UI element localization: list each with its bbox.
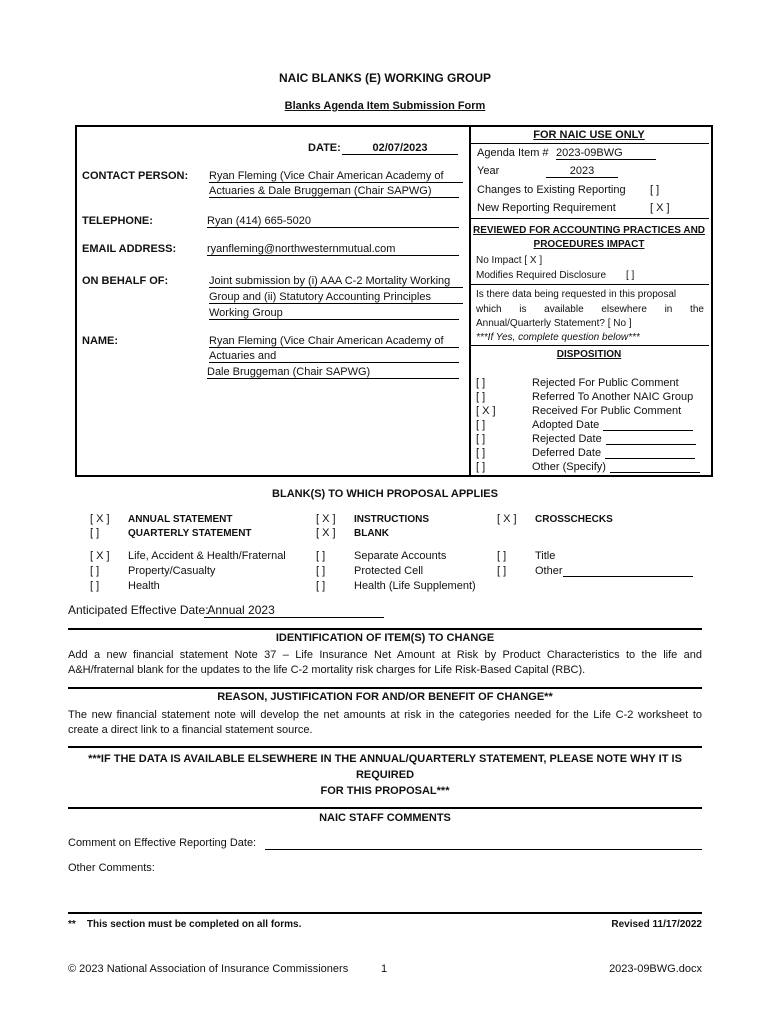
blank-checkbox[interactable]: [ ] — [316, 580, 326, 592]
blank-checkbox[interactable]: [ X ] — [90, 550, 110, 562]
blank-checkbox[interactable]: [ X ] — [316, 513, 336, 525]
effective-date-value[interactable] — [204, 603, 384, 618]
disposition-label: Adopted Date — [532, 419, 600, 431]
box-divider — [469, 127, 471, 475]
disposition-row — [476, 391, 693, 403]
name-line3[interactable]: Dale Bruggeman (Chair SAPWG) — [207, 366, 459, 379]
blanks-heading: BLANK(S) TO WHICH PROPOSAL APPLIES — [272, 488, 498, 500]
divider — [471, 218, 709, 219]
disposition-checkbox[interactable]: [ ] — [476, 447, 486, 459]
blank-option — [90, 527, 252, 539]
disposition-date-field[interactable] — [605, 447, 695, 459]
blank-checkbox[interactable]: [ ] — [497, 565, 507, 577]
blank-checkbox[interactable]: [ X ] — [497, 513, 517, 525]
disposition-date-field[interactable] — [610, 461, 700, 473]
staff-heading: NAIC STAFF COMMENTS — [319, 812, 451, 824]
naic-use-heading: FOR NAIC USE ONLY — [533, 129, 645, 141]
blank-label: Property/Casualty — [128, 565, 216, 577]
reason-line1: The new financial statement note will develop the net amounts at risk in the categories needed for the Life C-2 worksheet to — [68, 709, 702, 721]
telephone-value[interactable]: Ryan (414) 665-5020 — [207, 215, 459, 228]
email-value[interactable]: ryanfleming@northwesternmutual.com — [207, 243, 459, 256]
identification-text — [68, 648, 702, 678]
disposition-row — [476, 433, 696, 445]
email-label: EMAIL ADDRESS: — [82, 243, 177, 255]
footer-copyright: © 2023 National Association of Insurance Commissioners — [68, 963, 349, 975]
blank-label: QUARTERLY STATEMENT — [128, 528, 252, 539]
date-value[interactable]: 02/07/2023 — [342, 142, 458, 155]
name-line1[interactable]: Ryan Fleming (Vice Chair American Academy of — [209, 335, 459, 348]
blank-label: BLANK — [354, 528, 389, 539]
blank-option — [316, 565, 423, 577]
question-note: ***If Yes, complete question below*** — [476, 332, 640, 343]
reason-heading: REASON, JUSTIFICATION FOR AND/OR BENEFIT OF CHANGE** — [217, 691, 553, 703]
review-heading — [471, 224, 707, 252]
divider — [68, 807, 702, 809]
disposition-date-field[interactable] — [603, 419, 693, 431]
blank-label: ANNUAL STATEMENT — [128, 514, 233, 525]
blank-option — [316, 580, 476, 592]
disposition-label: Rejected Date — [532, 433, 602, 445]
question-word: which — [476, 304, 502, 315]
blank-option — [90, 550, 286, 562]
footnote-left: ** This section must be completed on all forms. — [68, 919, 302, 930]
elsewhere-line1: ***IF THE DATA IS AVAILABLE ELSEWHERE IN THE ANNUAL/QUARTERLY STATEMENT, PLEASE NOTE WHY IT IS REQUIRED — [88, 753, 682, 781]
blank-checkbox[interactable]: [ ] — [90, 565, 100, 577]
blank-checkbox[interactable]: [ ] — [316, 550, 326, 562]
question-line1: Is there data being requested in this proposal — [476, 289, 677, 300]
blank-checkbox[interactable]: [ ] — [316, 565, 326, 577]
contact-person-line1[interactable]: Ryan Fleming (Vice Chair American Academy of — [209, 170, 463, 183]
divider — [68, 687, 702, 689]
disposition-date-field[interactable] — [606, 433, 696, 445]
effective-date-text: Annual 2023 — [207, 603, 275, 617]
contact-person-line2[interactable]: Actuaries & Dale Bruggeman (Chair SAPWG) — [209, 185, 459, 198]
disposition-row — [476, 405, 681, 417]
identification-heading: IDENTIFICATION OF ITEM(S) TO CHANGE — [275, 632, 495, 644]
on-behalf-label: ON BEHALF OF: — [82, 275, 169, 287]
divider — [68, 628, 702, 630]
footer-page-number: 1 — [381, 963, 388, 975]
agenda-item-value[interactable]: 2023-09BWG — [556, 147, 656, 160]
name-label: NAME: — [82, 335, 119, 347]
blank-checkbox[interactable]: [ X ] — [316, 527, 336, 539]
comment-effective-field[interactable] — [265, 836, 702, 850]
blank-option — [90, 565, 215, 577]
other-field[interactable] — [563, 565, 693, 577]
blank-option — [316, 513, 429, 525]
year-label: Year — [477, 165, 500, 177]
new-requirement-checkbox[interactable]: [ X ] — [650, 202, 670, 214]
no-impact-checkbox[interactable]: No Impact [ X ] — [476, 255, 543, 266]
blank-label: Health (Life Supplement) — [354, 580, 476, 592]
blank-checkbox[interactable]: [ ] — [497, 550, 507, 562]
divider — [68, 912, 702, 914]
blank-option — [90, 513, 232, 525]
footnote-revised: Revised 11/17/2022 — [611, 919, 702, 930]
disposition-row — [476, 461, 700, 473]
blank-label: Health — [128, 580, 160, 592]
disposition-checkbox[interactable]: [ ] — [476, 419, 486, 431]
effective-date-label: Anticipated Effective Date: — [68, 603, 209, 617]
review-heading-line2: PROCEDURES IMPACT — [533, 239, 645, 250]
disposition-label: Received For Public Comment — [532, 405, 682, 417]
blank-label: Title — [535, 550, 556, 562]
divider — [471, 143, 709, 144]
disposition-checkbox[interactable]: [ ] — [476, 391, 486, 403]
disposition-row — [476, 419, 693, 431]
question-word: the — [690, 304, 704, 315]
modifies-checkbox[interactable]: [ ] — [626, 270, 635, 281]
blank-option — [90, 580, 160, 592]
review-heading-line1: REVIEWED FOR ACCOUNTING PRACTICES AND — [472, 225, 706, 236]
disposition-checkbox[interactable]: [ X ] — [476, 405, 496, 417]
disposition-heading: DISPOSITION — [556, 349, 622, 360]
disposition-row — [476, 377, 679, 389]
identification-line1: Add a new financial statement Note 37 – Life Insurance Net Amount at Risk by Product Characteristics to the life and — [68, 649, 702, 661]
agenda-item-label: Agenda Item # — [477, 147, 549, 159]
identification-line2: A&H/fraternal blank for the updates to the life C-2 mortality risk charges for Life Risk-Based Capital (RBC). — [68, 664, 586, 676]
question-word: available — [544, 304, 584, 315]
blank-checkbox[interactable]: [ ] — [90, 580, 100, 592]
name-line2[interactable]: Actuaries and — [209, 350, 459, 363]
on-behalf-line1[interactable]: Joint submission by (i) AAA C-2 Mortality Working — [209, 275, 463, 288]
disposition-label: Other (Specify) — [532, 461, 606, 473]
question-line3: Annual/Quarterly Statement? [ No ] — [476, 318, 632, 329]
divider — [68, 746, 702, 748]
other-comments-label: Other Comments: — [68, 862, 155, 874]
footer-filename: 2023-09BWG.docx — [609, 963, 702, 975]
blank-option — [316, 550, 446, 562]
reason-line2: create a direct link to a financial statement source. — [68, 724, 313, 736]
new-requirement-label: New Reporting Requirement — [477, 202, 616, 214]
blank-option — [316, 527, 389, 539]
blank-label: Other — [535, 565, 563, 577]
on-behalf-line3[interactable]: Working Group — [209, 307, 459, 320]
blank-option — [497, 565, 693, 577]
question-word: in — [664, 304, 673, 315]
blank-label: CROSSCHECKS — [535, 514, 613, 525]
changes-label: Changes to Existing Reporting — [477, 184, 626, 196]
divider — [471, 284, 709, 285]
blank-label: Protected Cell — [354, 565, 424, 577]
divider — [471, 345, 709, 346]
disposition-checkbox[interactable]: [ ] — [476, 461, 486, 473]
blank-option — [497, 550, 555, 562]
disposition-checkbox[interactable]: [ ] — [476, 433, 486, 445]
comment-effective-label: Comment on Effective Reporting Date: — [68, 837, 257, 849]
disposition-checkbox[interactable]: [ ] — [476, 377, 486, 389]
form-subtitle: Blanks Agenda Item Submission Form — [284, 100, 486, 112]
elsewhere-line2: FOR THIS PROPOSAL*** — [320, 785, 450, 797]
blank-option — [497, 513, 613, 525]
blank-checkbox[interactable]: [ X ] — [90, 513, 110, 525]
question-word: elsewhere — [601, 304, 647, 315]
disposition-label: Referred To Another NAIC Group — [532, 391, 694, 403]
telephone-label: TELEPHONE: — [82, 215, 153, 227]
on-behalf-line2[interactable]: Group and (ii) Statutory Accounting Principles — [209, 291, 463, 304]
modifies-label: Modifies Required Disclosure — [476, 270, 607, 281]
changes-checkbox[interactable]: [ ] — [650, 184, 660, 196]
disposition-label: Rejected For Public Comment — [532, 377, 679, 389]
disposition-label: Deferred Date — [532, 447, 602, 459]
blank-label: Life, Accident & Health/Fraternal — [128, 550, 286, 562]
year-value[interactable]: 2023 — [546, 165, 618, 178]
blank-label: INSTRUCTIONS — [354, 514, 429, 525]
reason-text — [68, 708, 702, 738]
form-title: NAIC BLANKS (E) WORKING GROUP — [279, 71, 491, 85]
elsewhere-note — [68, 751, 702, 799]
question-line2 — [476, 304, 704, 315]
contact-person-label: CONTACT PERSON: — [82, 170, 189, 182]
blank-checkbox[interactable]: [ ] — [90, 527, 100, 539]
disposition-row — [476, 447, 695, 459]
date-label: DATE: — [308, 142, 341, 154]
question-word: is — [519, 304, 527, 315]
blank-label: Separate Accounts — [354, 550, 447, 562]
